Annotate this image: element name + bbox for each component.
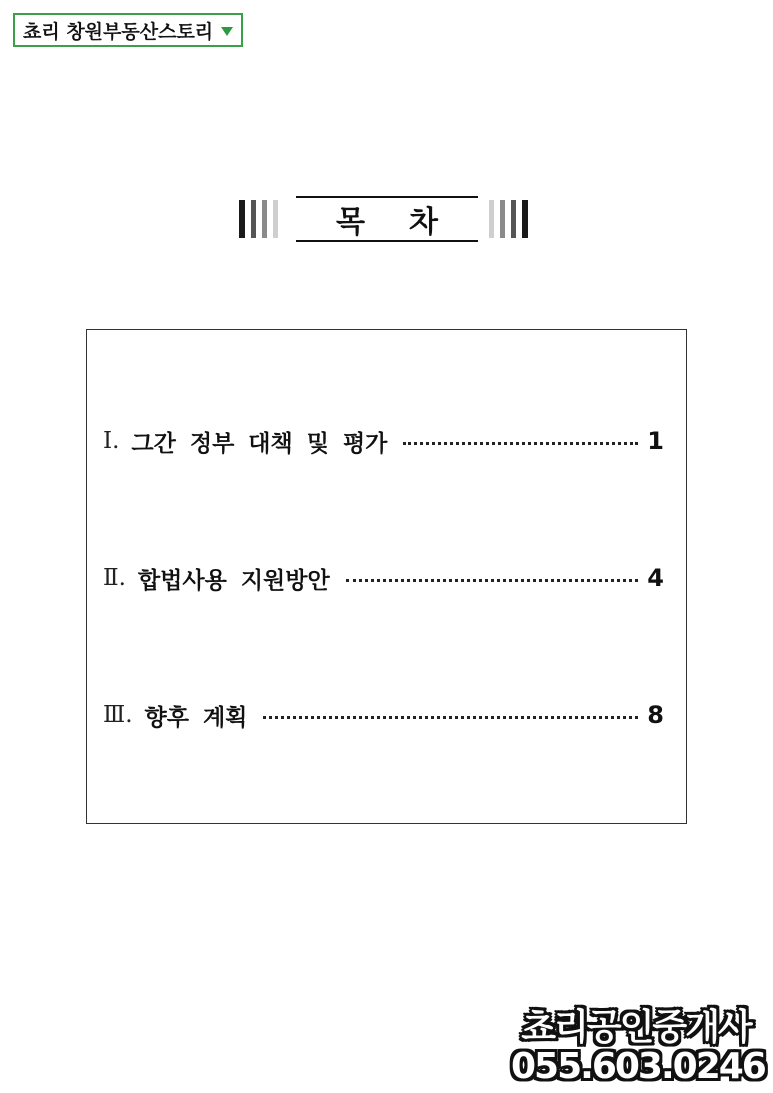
toc-item-separator: . xyxy=(118,565,126,591)
toc-item-heading: 향후 계획 xyxy=(144,704,248,731)
title-left-bars-decoration xyxy=(239,200,289,238)
caret-down-icon xyxy=(221,27,233,36)
page-title: 목차 xyxy=(336,205,482,240)
toc-item-page-number: 8 xyxy=(647,701,664,729)
toc-item-separator: . xyxy=(112,428,120,454)
toc-item-heading: 그간 정부 대책 및 평가 xyxy=(131,430,388,457)
watermark-agency-name: 쵸리공인중개사 xyxy=(521,1007,751,1048)
toc-item-page-number: 4 xyxy=(647,564,664,592)
blog-category-dropdown[interactable] xyxy=(13,13,243,47)
title-right-bars-decoration xyxy=(489,200,539,238)
toc-item[interactable] xyxy=(103,423,664,459)
toc-item-numeral: Ⅲ xyxy=(103,702,126,728)
toc-item-page-number: 1 xyxy=(647,427,664,455)
toc-item-numeral: Ⅱ xyxy=(103,565,119,591)
toc-dot-leader xyxy=(346,579,638,582)
toc-item-heading: 합법사용 지원방안 xyxy=(137,567,330,594)
watermark-phone-number: 055.603.0246 xyxy=(511,1046,765,1087)
toc-dot-leader xyxy=(403,442,638,445)
document-title-block xyxy=(0,196,773,246)
toc-item[interactable] xyxy=(103,560,664,596)
table-of-contents xyxy=(86,329,687,824)
toc-item-numeral: Ⅰ xyxy=(103,428,113,454)
toc-item[interactable] xyxy=(103,697,664,733)
title-box xyxy=(296,196,482,242)
blog-name-label: 쵸리 창원부동산스토리 xyxy=(23,20,214,43)
agency-watermark xyxy=(511,1007,765,1087)
toc-item-separator: . xyxy=(125,702,133,728)
toc-dot-leader xyxy=(263,716,638,719)
